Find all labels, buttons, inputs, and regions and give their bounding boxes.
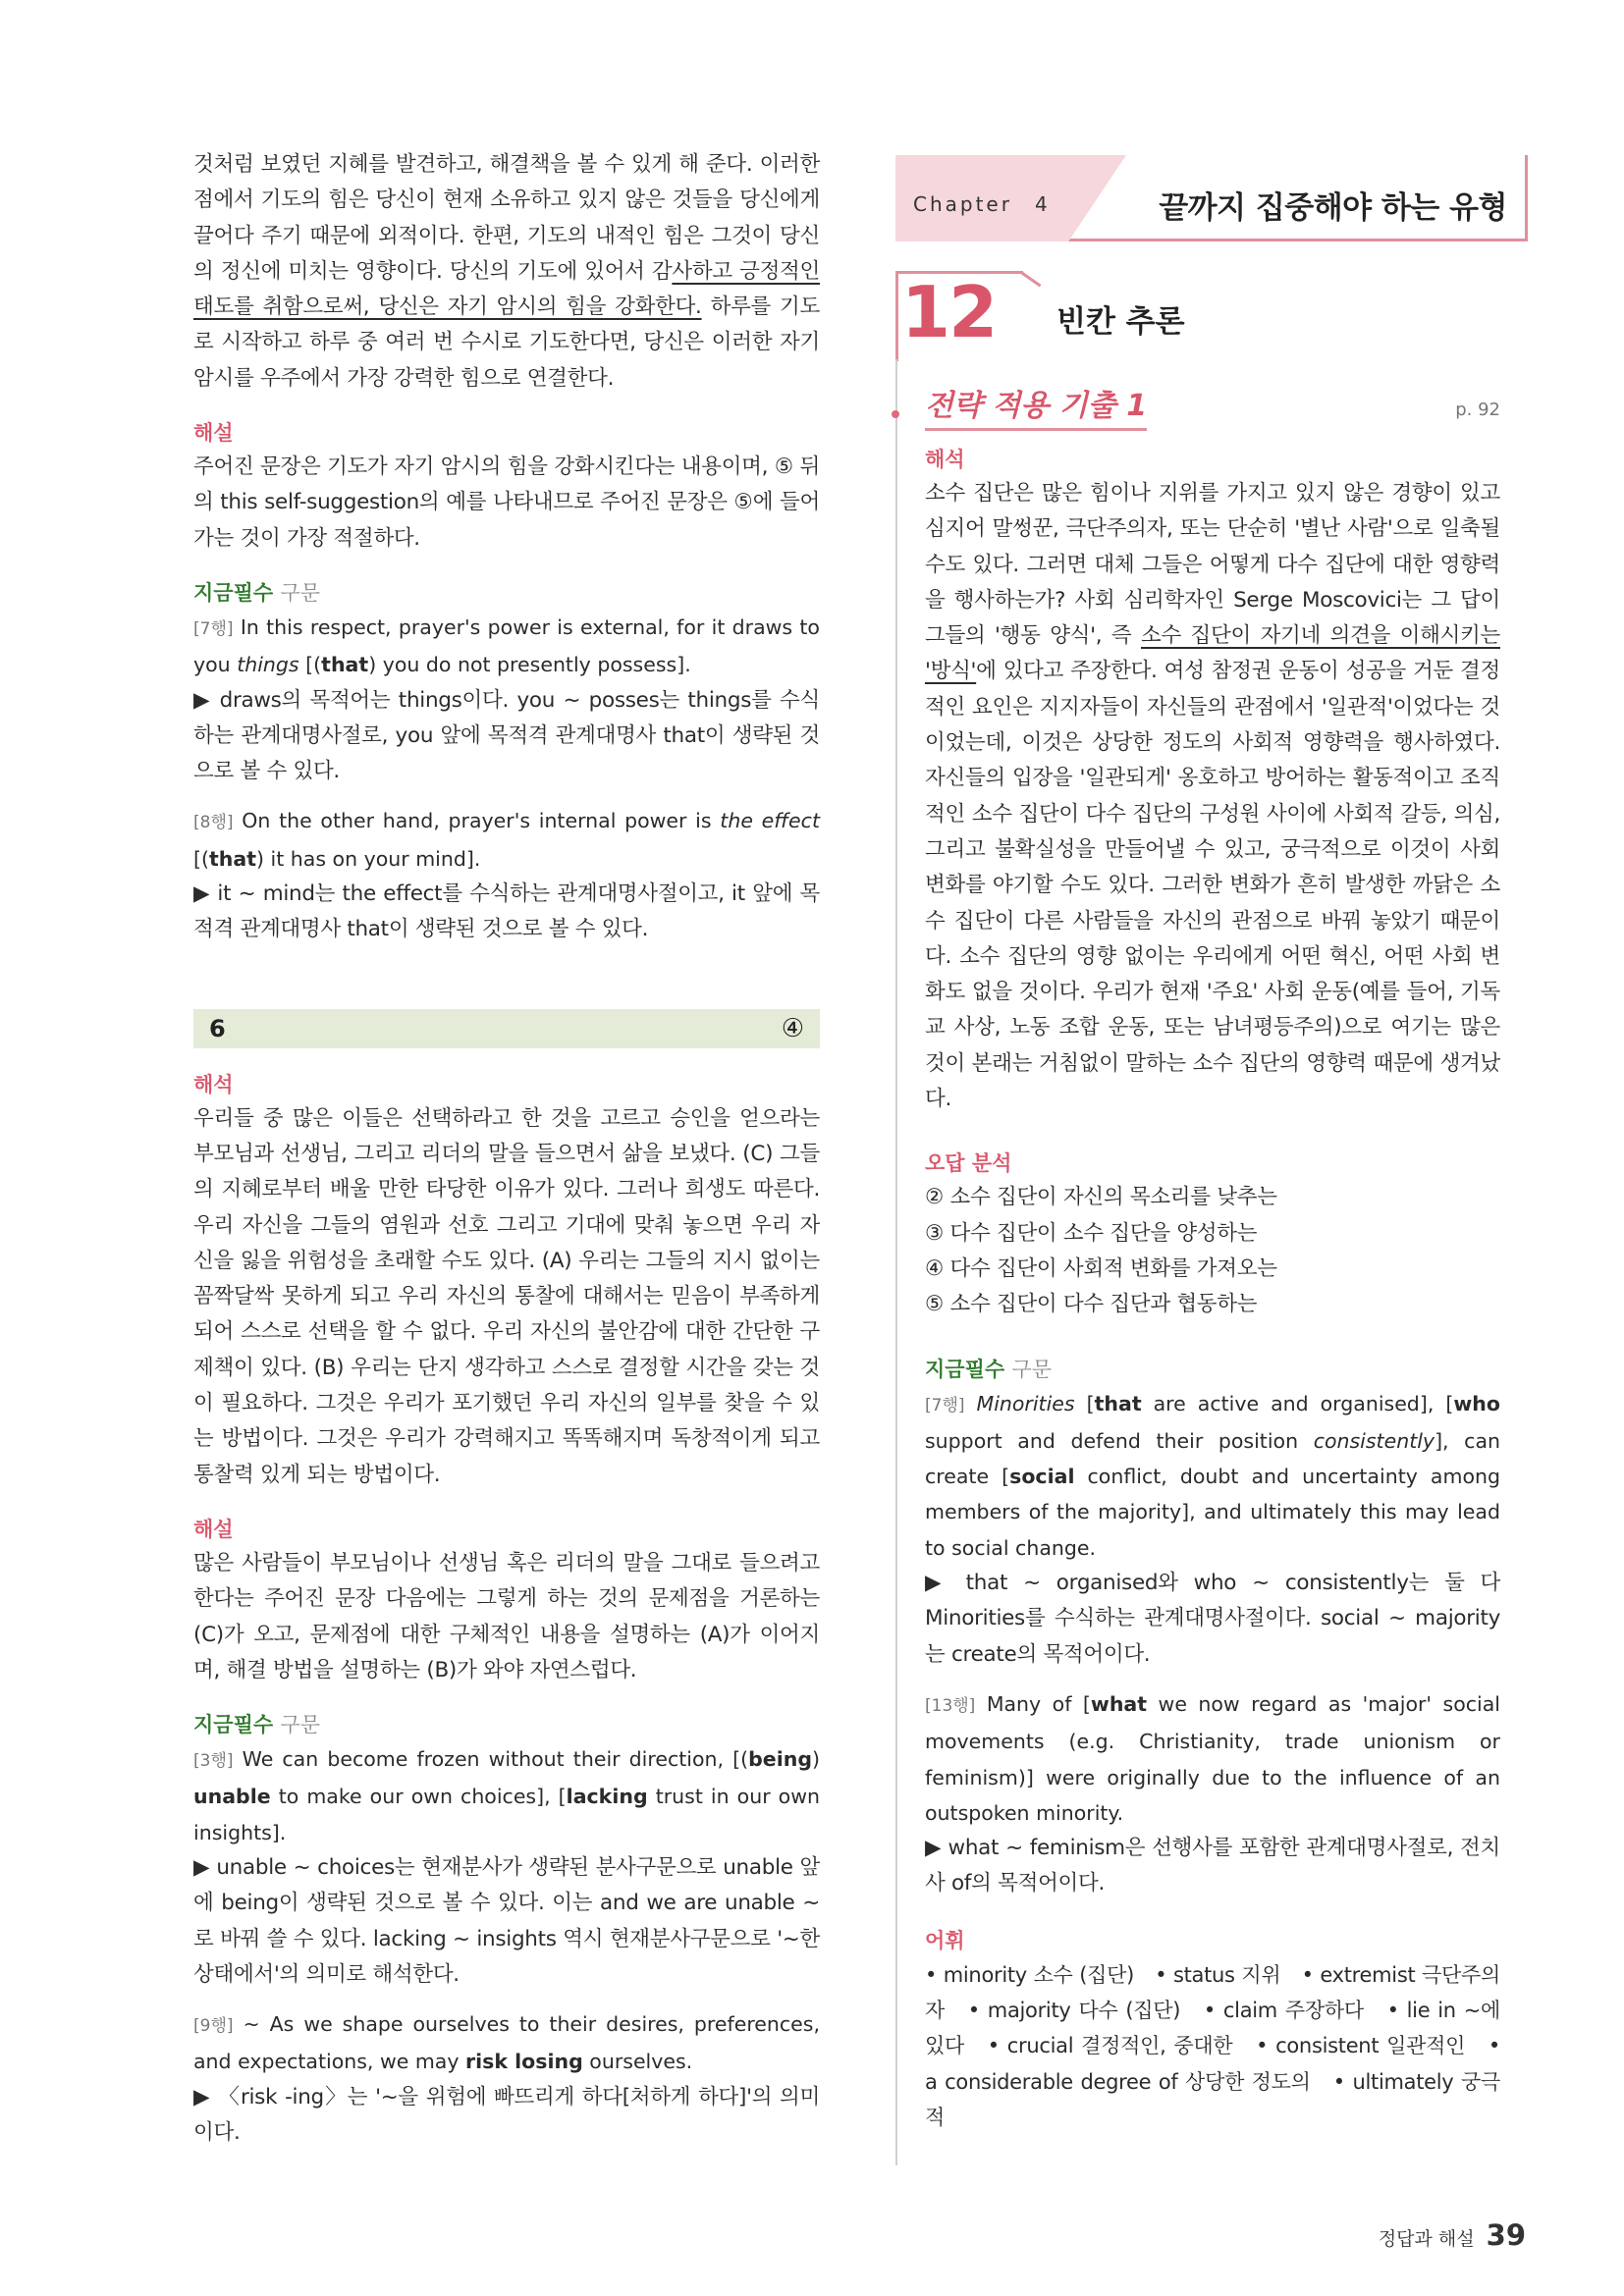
translation-paragraph-right: 소수 집단은 많은 힘이나 지위를 가지고 있지 않은 경향이 있고 심지어 말썽꾼, 극단주의자, 또는 단순히 '별난 사람'으로 일축될 수도 있다. 그러면 대체 그들은 어떻게 다수 집단에 대한 영향력을 행사하는가? 사회 심리학자인 Serge Moscovici는 그 답이 그들의 '행동 양식', 즉 소수 집단이 자기네 의견을 이해시키는 '방식'에 있다고 주장한다. 여성 참정권 운동이 성공을 거둔 결정적인 요인은 지지자들이 자신들의 관점에서 '일관적'이었다는 것이었는데, 이것은 상당한 정도의 사회적 영향력을 행사하였다. 자신들의 입장을 '일관되게' 옹호하고 방어하는 활동적이고 조직적인 소수 집단이 다수 집단의 구성원 사이에 사회적 갈등, 의심, 그리고 불확실성을 만들어낼 수 있고, 궁극적으로 이것이 사회 변화를 야기할 수도 있다. 그러한 변화가 흔히 발생한 까닭은 소수 집단이 다른 사람들을 자신의 관점으로 바꿔 놓았기 때문이다. 소수 집단의 영향 없이는 우리에게 어떤 혁신, 어떤 사회 변화도 없을 것이다. 우리가 현재 '주요' 사회 운동(예를 들어, 기독교 사상, 노동 조합 운동, 또는 남녀평등주의)으로 여기는 많은 것이 본래는 거침없이 말하는 소수 집단의 영향력 때문에 생겨났다.: [925, 481, 1500, 1112]
intro-text-end: 하루를 기도로 시작하고 하루 중 여러 번 수시로 기도한다면, 당신은 이러한 자기 암시를 우주에서 가장 강력한 힘으로 연결한다.: [193, 294, 820, 391]
page-footer: [1379, 2218, 1526, 2252]
right-panel-content: [925, 381, 1500, 2135]
grammar-heading: 지금필수 구문: [193, 580, 321, 605]
chapter-banner: [895, 155, 1528, 241]
section-heading-explanation: 해설: [193, 421, 234, 446]
section-heading-explanation-2: 해설: [193, 1517, 234, 1541]
chapter-label: Chapter 4: [913, 192, 1051, 216]
grammar-note-1: ▶ draws의 목적어는 things이다. you ~ posses는 things를 수식하는 관계대명사절로, you 앞에 목적격 관계대명사 that이 생략된 것으로 볼 수 있다.: [193, 687, 820, 784]
grammar-sentence-3: [3행] We can become frozen without their direction, [(being) unable to make our own choices], [lacking trust in our own insights].: [193, 1747, 820, 1844]
page-reference: p. 92: [1455, 400, 1500, 420]
grammar-sentence-4: [9행] ~ As we shape ourselves to their desires, preferences, and expectations, we may risk losing ourselves.: [193, 2012, 820, 2074]
explanation-paragraph: 주어진 문장은 기도가 자기 암시의 힘을 강화시킨다는 내용이며, ⑤ 뒤의 this self-suggestion의 예를 나타내므로 주어진 문장은 ⑤에 들어가는 것이 가장 적절하다.: [193, 454, 820, 551]
grammar-heading-right: 지금필수 구문: [925, 1357, 1053, 1381]
grammar-note-4: ▶ 〈risk -ing〉는 '~을 위험에 빠뜨리게 하다[처하게 하다]'의 의미이다.: [193, 2084, 820, 2146]
grammar-sentence-2: [8행] On the other hand, prayer's internal power is the effect [(that) it has on your mind].: [193, 809, 820, 871]
vocabulary-text: • minority 소수 (집단) • status 지위 • extremist 극단주의자 • majority 다수 (집단) • claim 주장하다 • lie in ~에 있다 • crucial 결정적인, 중대한 • consistent 일관적인 • a considerable degree of 상당한 정도의 • ultimately 궁극적: [925, 1962, 1500, 2129]
unit-number: 12: [901, 271, 997, 353]
vocabulary-list: [925, 1957, 1500, 2135]
question-answer: ④: [781, 1013, 804, 1043]
grammar-note-right-1: ▶ that ~ organised와 who ~ consistently는 둘 다 Minorities를 수식하는 관계대명사절이다. social ~ majority는 create의 목적어이다.: [925, 1571, 1500, 1667]
wrong-answer-item: ② 소수 집단이 자신의 목소리를 낮추는: [925, 1185, 1277, 1210]
intro-text: 것처럼 보였던 지혜를 발견하고, 해결책을 볼 수 있게 해 준다. 이러한 점에서 기도의 힘은 당신이 현재 소유하고 있지 않은 것들을 당신에게 끌어다 주기 때문에 외적이다. 한편, 기도의 내적인 힘은 그것이 당신의 정신에 미치는 영향이다. 당신의 기도에 있어서 감: [193, 152, 820, 284]
intro-underlined-text: 사하고 긍정적인 태도를 취함으로써, 당신은 자기 암시의 힘을 강화한다.: [193, 258, 820, 320]
section-heading-wrong-answers: 오답 분석: [925, 1151, 1012, 1176]
wrong-answer-item: ③ 다수 집단이 소수 집단을 양성하는: [925, 1220, 1258, 1246]
section-heading-vocabulary: 어휘: [925, 1928, 965, 1952]
explanation-paragraph-2: 많은 사람들이 부모님이나 선생님 혹은 리더의 말을 그대로 들으려고 한다는 주어진 문장 다음에는 그렇게 하는 것의 문제점을 거론하는 (C)가 오고, 문제점에 대한 구체적인 내용을 설명하는 (A)가 이어지며, 해결 방법을 설명하는 (B)가 와야 자연스럽다.: [193, 1550, 820, 1682]
grammar-note-2: ▶ it ~ mind는 the effect를 수식하는 관계대명사절이고, it 앞에 목적격 관계대명사 that이 생략된 것으로 볼 수 있다.: [193, 881, 820, 942]
question-number: 6: [209, 1014, 226, 1042]
grammar-note-right-2: ▶ what ~ feminism은 선행사를 포함한 관계대명사절로, 전치사 of의 목적어이다.: [925, 1836, 1500, 1896]
grammar-sentence-right-2: [13행] Many of [what we now regard as 'major' social movements (e.g. Christianity, trade unionism or feminism)] were originally due to the influence of an outspoken minority.: [925, 1691, 1500, 1825]
unit-title: 빈칸 추론: [1056, 304, 1185, 340]
right-panel: [895, 359, 1528, 2165]
left-column: [193, 147, 820, 2151]
intro-paragraph: [193, 147, 820, 397]
footer-label: 정답과 해설: [1378, 2228, 1475, 2250]
grammar-note-3: ▶ unable ~ choices는 현재분사가 생략된 분사구문으로 unable 앞에 being이 생략된 것으로 볼 수 있다. 이는 and we are unable ~로 바꿔 쓸 수 있다. lacking ~ insights 역시 현재분사구문으로 '~한 상태에서'의 의미로 해석한다.: [193, 1854, 820, 1987]
grammar-sentence-right-1: [7행] Minorities [that are active and organised], [who support and defend their position consistently], can create [social conflict, doubt and uncertainty among members of the majority], and ultimately this may lead to social change.: [925, 1391, 1500, 1560]
bullet-dot: [892, 410, 899, 418]
page-number: 39: [1486, 2218, 1526, 2252]
grammar-sentence-1: [7행] In this respect, prayer's power is external, for it draws to you things [(that) you do not presently possess].: [193, 614, 820, 677]
strategy-title: 전략 적용 기출 1: [925, 381, 1147, 431]
chapter-title: 끝까지 집중해야 하는 유형: [1159, 190, 1507, 226]
wrong-answer-item: ⑤ 소수 집단이 다수 집단과 협동하는: [925, 1292, 1258, 1317]
question-bar: [193, 1009, 820, 1048]
section-heading-translation: 해석: [193, 1072, 234, 1096]
grammar-heading-2: 지금필수 구문: [193, 1713, 321, 1737]
translation-paragraph: 우리들 중 많은 이들은 선택하라고 한 것을 고르고 승인을 얻으라는 부모님과 선생님, 그리고 리더의 말을 들으면서 삶을 보냈다. (C) 그들의 지혜로부터 배울 만한 타당한 이유가 있다. 그러나 희생도 따른다. 우리 자신을 그들의 염원과 선호 그리고 기대에 맞춰 놓으면 우리 자신을 잃을 위험성을 초래할 수도 있다. (A) 우리는 그들의 지시 없이는 꼼짝달싹 못하게 되고 우리 자신의 통찰에 대해서는 믿음이 부족하게 되어 스스로 선택을 할 수 없다. 우리 자신의 불안감에 대한 간단한 구제책이 있다. (B) 우리는 단지 생각하고 스스로 결정할 시간을 갖는 것이 필요하다. 그것은 우리가 포기했던 우리 자신의 일부를 찾을 수 있는 방법이다. 그것은 우리가 강력해지고 똑똑해지며 독창적이게 되고 통찰력 있게 되는 방법이다.: [193, 1105, 820, 1487]
strategy-header: [925, 381, 1500, 431]
wrong-answer-item: ④ 다수 집단이 사회적 변화를 가져오는: [925, 1255, 1277, 1281]
section-heading-translation-right: 해석: [925, 448, 965, 471]
